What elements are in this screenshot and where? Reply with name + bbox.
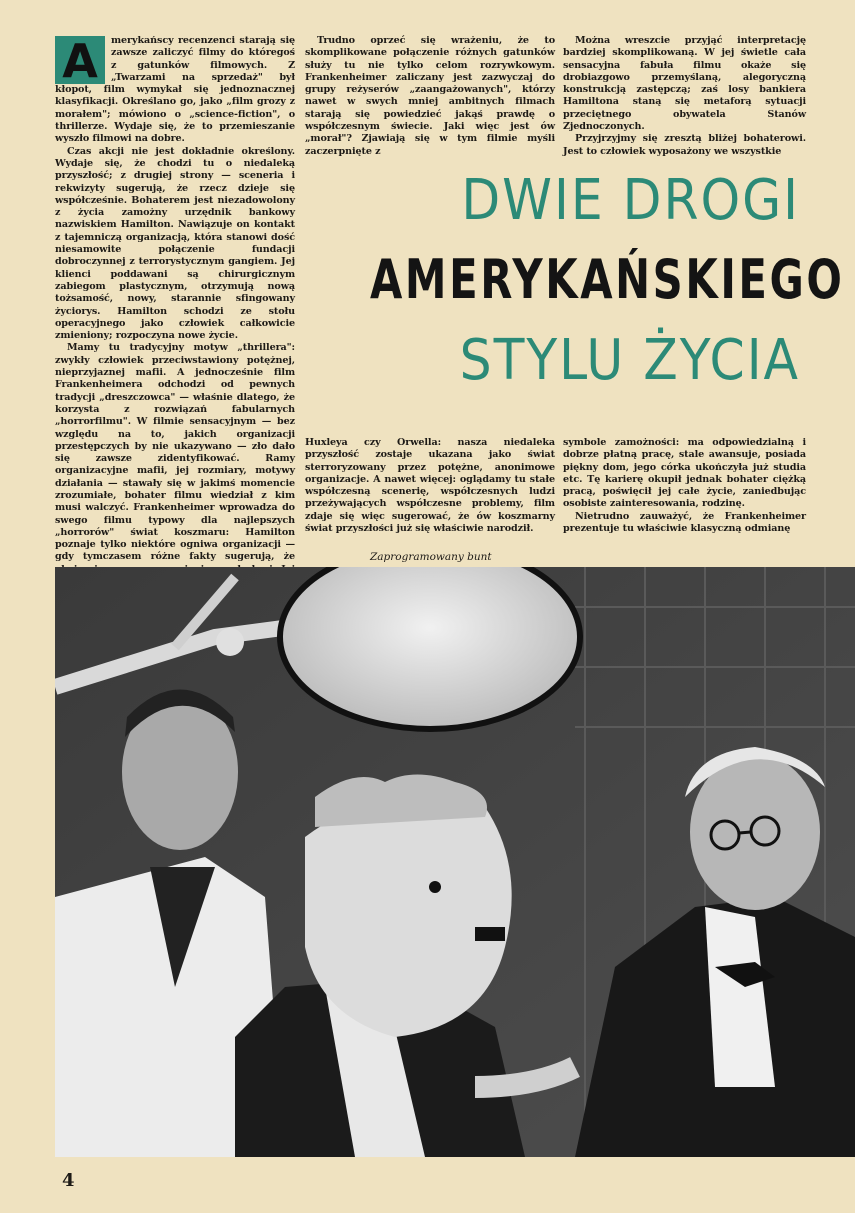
paragraph: Czas akcji nie jest dokładnie określony. Wydaje się, że chodzi tu o niedaleką przyszłość; z drugiej strony — sceneria i rekwizyty sugerują, że rzecz dzieje się współcześnie. Bohaterem jest niezadowolony z życia zamożny urzędnik bankowy nazwiskiem Hamilton. Nawiązuje on kontakt z tajemniczą organizacją, która stanowi dość niesamowite połączenie fundacji dobroczynnej z terrorystycznym gangiem. Jej klienci poddawani są chirurgicznym zabiegom plastycznym, otrzymują nową tożsamość, nowy, starannie sfingowany życiorys. Hamilton schodzi ze stołu operacyjnego jako człowiek całkowicie zmieniony; rozpoczyna nowe życie.	[55, 145, 295, 342]
article-column-4	[305, 437, 555, 535]
article-column-1	[55, 35, 295, 588]
paragraph: symbole zamożności: ma odpowiedzialną i dobrze płatną pracę, stale awansuje, posiada piękny dom, jego córka ukończyła już studia etc. Tę karierę okupił jednak bohater ciężką pracą, poświęcił jej całe życie, zaniedbując osobiste zainteresowania, rodzinę.	[563, 437, 806, 510]
paragraph: Huxleya czy Orwella: nasza niedaleka przyszłość zostaje ukazana jako świat sterroryzowany przez potężne, anonimowe organizacje. A nawet więcej: oglądamy tu stałe współczesną scenerię, współczesnych ludzi przeżywających współczesne problemy, film zdaje się więc sugerować, że ów koszmarny świat przyszłości już się właściwie narodził.	[305, 437, 555, 535]
page-number: 4	[62, 1170, 75, 1191]
headline-line-3: STYLU ŻYCIA	[459, 328, 800, 393]
film-still-photo	[55, 567, 855, 1157]
article-column-3	[563, 35, 806, 158]
article-column-5	[563, 437, 806, 535]
drop-cap: A	[55, 36, 105, 84]
paragraph: Mamy tu tradycyjny motyw „thrillera": zwykły człowiek przeciwstawiony potężnej, nieprzyjaznej mafii. A jednocześnie film Frankenheimera odchodzi od pewnych tradycji „dreszczowca" — właśnie dlatego, że korzysta z rozwiązań fabularnych „horrorfilmu". W filmie sensacyjnym — bez względu na to, jakich organizacji przestępczych by nie ukazywano — zło dało się zawsze zidentyfikować. Ramy organizacyjne mafii, jej rozmiary, motywy działania — stawały się w jakimś momencie zrozumiałe, bohater filmu wiedział z kim musi walczyć. Frankenheimer wprowadza do swego filmu typowy dla najlepszych „horrorów" świat koszmaru: Hamilton poznaje tylko niektóre ogniwa organizacji — gdy tymczasem różne fakty sugerują, że	[55, 342, 295, 563]
photo-caption: Zaprogramowany bunt	[370, 551, 492, 563]
paragraph: Przyjrzyjmy się zresztą bliżej bohaterowi. Jest to człowiek wyposażony we wszystkie	[563, 133, 806, 157]
article-column-2	[305, 35, 555, 158]
paragraph: merykańscy recenzenci starają się zawsze zaliczyć filmy do któregoś z gatunków filmowych. Z „Twarzami na sprzedaż" był kłopot, film wymykał się jednoznacznej klasyfikacji. Określano go, jako „film grozy z morałem"; mówiono o „science-fiction", o thrillerze. Wydaje się, że to przemieszanie wyszło filmowi na dobre.	[55, 35, 295, 145]
paragraph: Można wreszcie przyjąć interpretację bardziej skomplikowaną. W jej świetle cała sensacyjna fabuła filmu okaże się drobiazgowo przemyślaną, alegoryczną konstrukcją zastępczą; zaś losy bankiera Hamiltona staną się metaforą sytuacji przeciętnego obywatela Stanów Zjednoczonych.	[563, 35, 806, 133]
paragraph: Trudno oprzeć się wrażeniu, że to skomplikowane połączenie różnych gatunków służy tu nie tylko celom rozrywkowym. Frankenheimer zaliczany jest zazwyczaj do grupy reżyserów „zaangażowanych", którzy nawet w swych mniej ambitnych filmach starają się powiedzieć jakąś prawdę o współczesnym świecie. Jaki więc jest ów „morał"? Zjawiają się w tym filmie myśli zaczerpnięte z	[305, 35, 555, 157]
headline-line-1: DWIE DROGI	[461, 168, 800, 233]
headline-line-2: AMERYKAŃSKIEGO	[370, 248, 845, 311]
paragraph: Nietrudno zauważyć, że Frankenheimer prezentuje tu właściwie klasyczną odmianę	[563, 510, 806, 535]
